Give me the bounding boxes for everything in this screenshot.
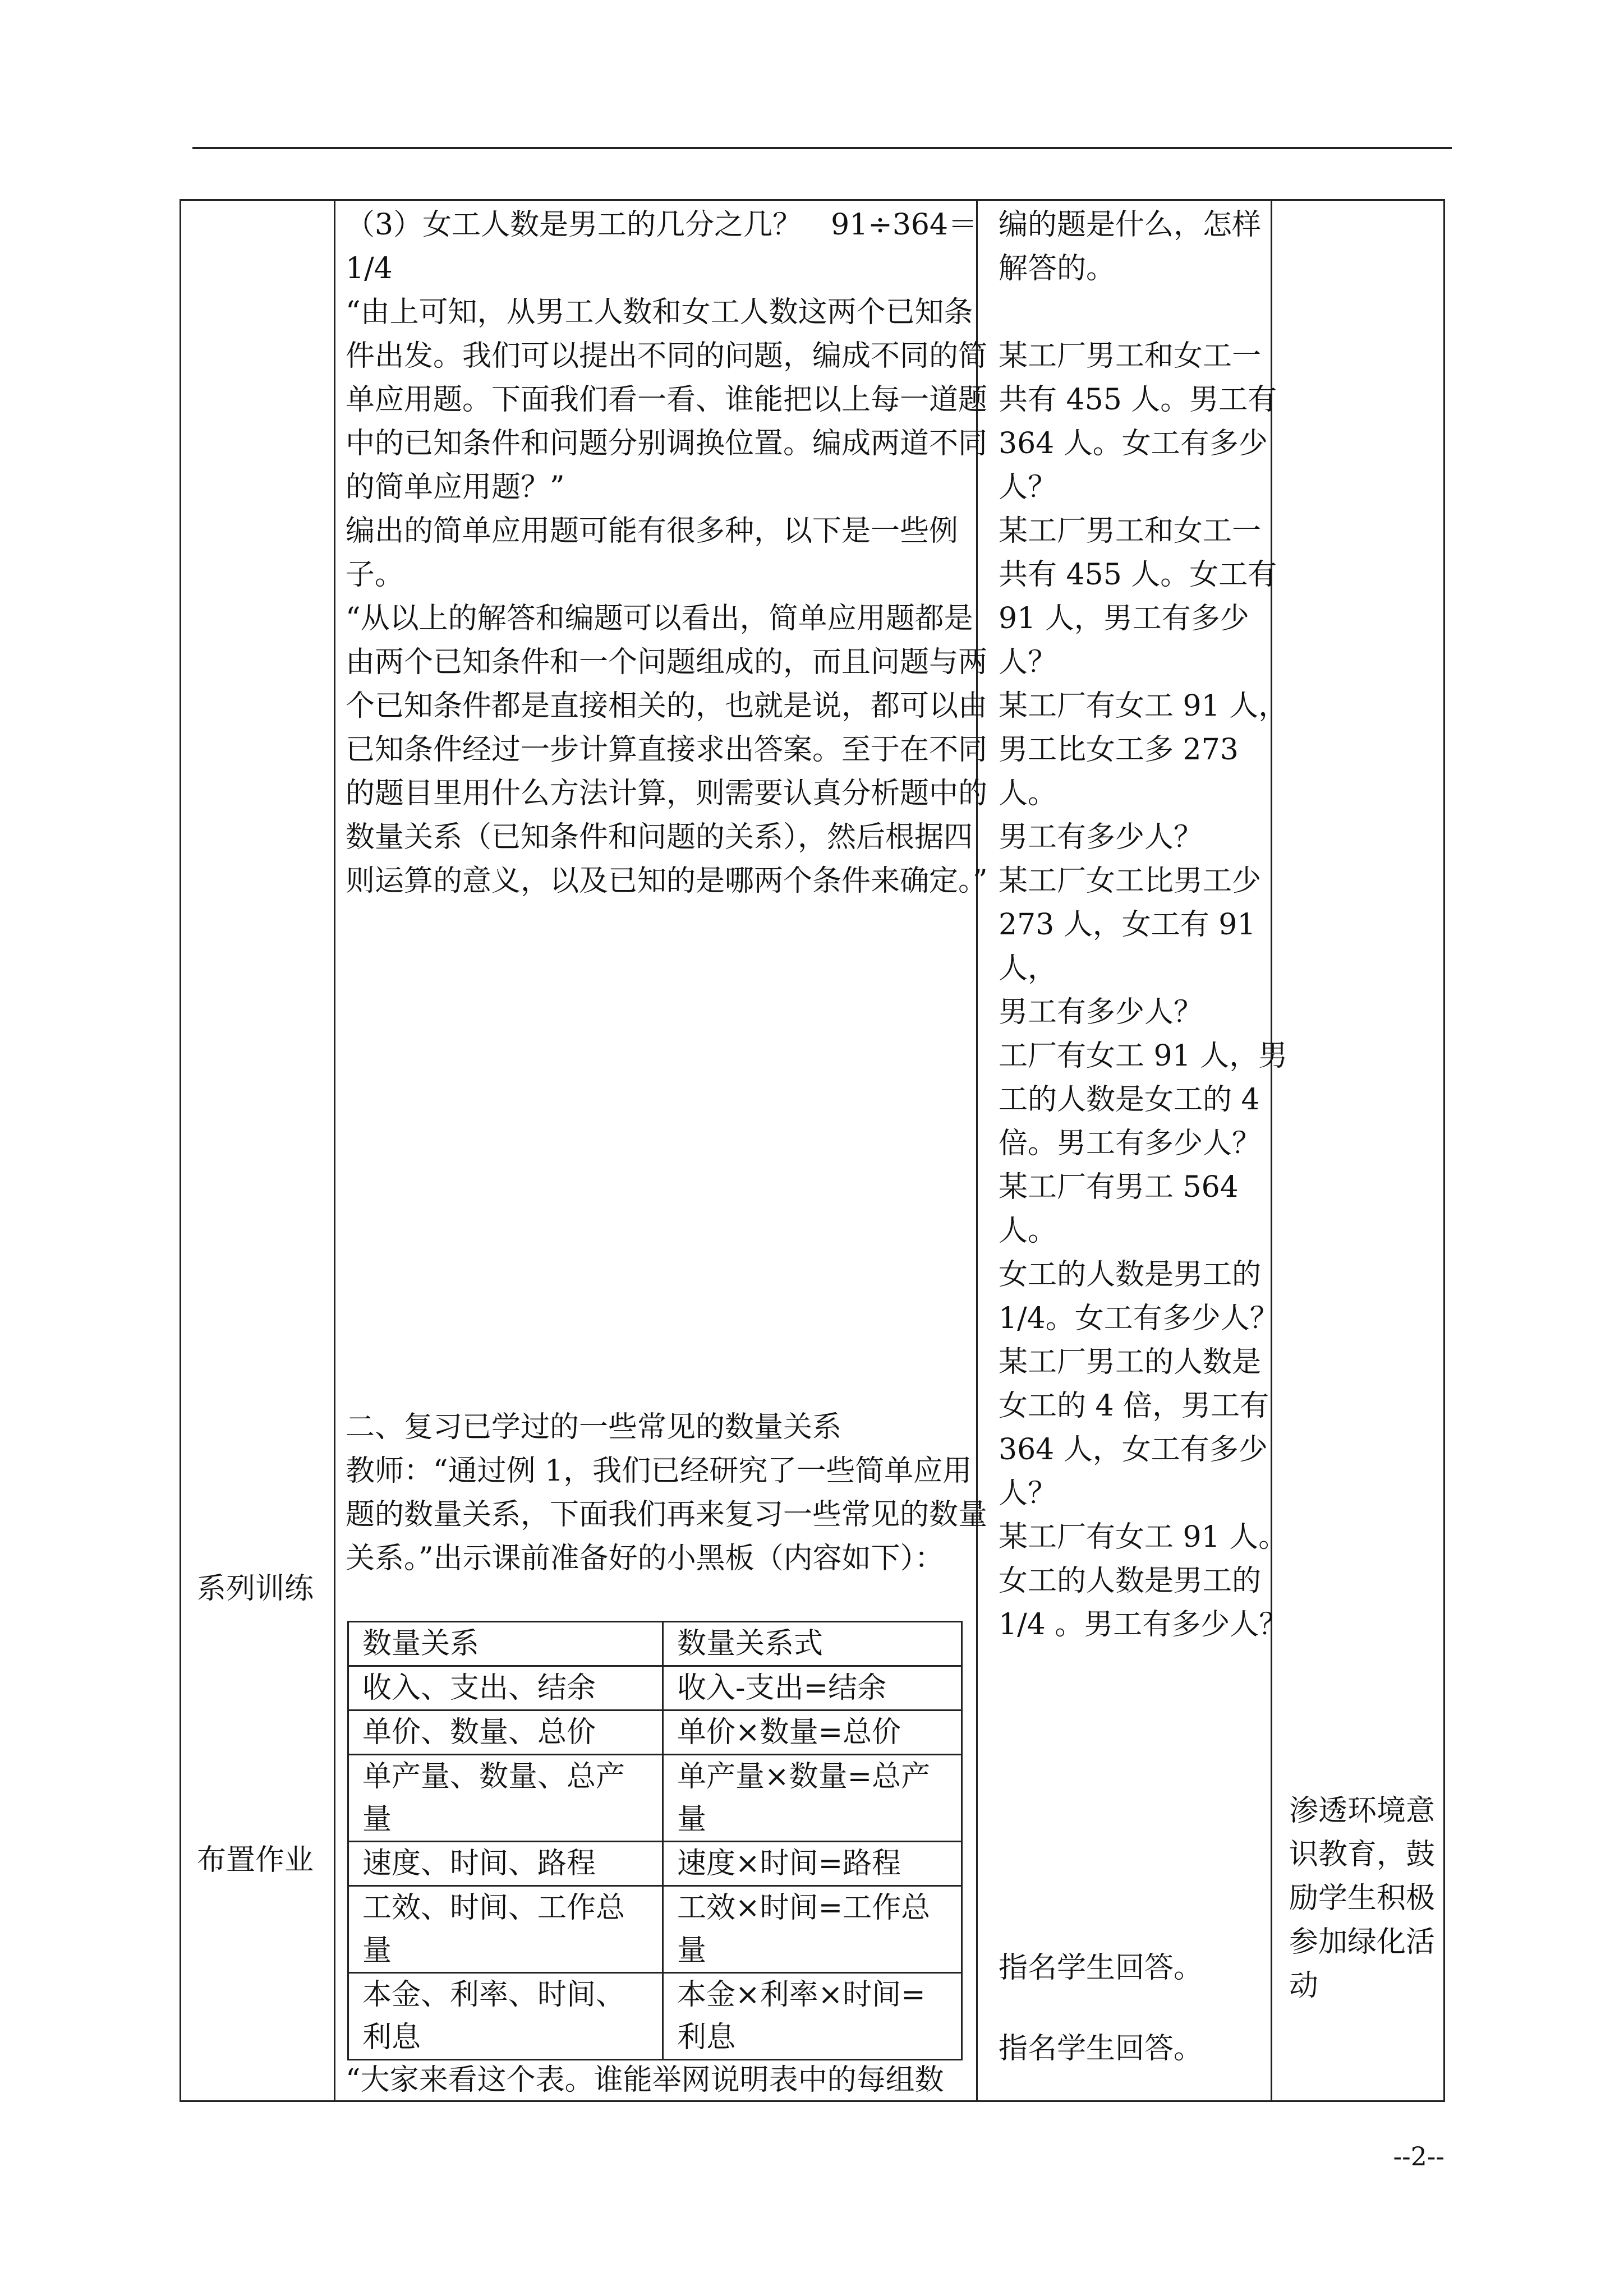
formula-cell: 本金×利率×时间=利息 (663, 1973, 962, 2060)
student-line: 女工的 4 倍，男工有 (999, 1389, 1269, 1423)
student-line: 共有 455 人。女工有 (999, 558, 1277, 592)
paragraph-question-3: （3）女工人数是男工的几分之几？ 91÷364＝1/4 (346, 208, 978, 285)
student-line: 男工比女工多 273 人。 (999, 733, 1239, 810)
teacher-content (346, 203, 990, 903)
quantity-relation-table (347, 1621, 963, 2060)
student-line: 倍。男工有多少人？ (999, 1127, 1262, 1160)
student-line-blank (999, 291, 1290, 334)
header-relation: 数量关系 (348, 1622, 663, 1666)
student-line: 某工厂男工和女工一 (999, 339, 1262, 373)
student-line: 364 人。女工有多少 (999, 427, 1268, 460)
section-two-intro: 教师：“通过例 1，我们已经研究了一些简单应用题的数量关系，下面我们再来复习一些常见的数量关系。”出示课前准备好的小黑板（内容如下）： (346, 1454, 988, 1575)
notes-environment: 渗透环境意识教育，鼓励学生积极参加绿化活动 (1289, 1794, 1436, 2003)
formula-cell: 单价×数量=总价 (663, 1711, 962, 1755)
header-formula: 数量关系式 (663, 1622, 962, 1666)
lesson-table (180, 199, 1445, 2102)
paragraph-examples-note: 编出的简单应用题可能有很多种，以下是一些例子。 (346, 514, 959, 592)
formula-cell: 收入-支出=结余 (663, 1666, 962, 1711)
student-line: 工的人数是女工的 4 (999, 1083, 1260, 1117)
paragraph-transition: “由上可知，从男工人数和女工人数这两个已知条件出发。我们可以提出不同的问题，编成不同的简单应用题。下面我们看一看、谁能把以上每一道题中的已知条件和问题分别调换位置。编成两道不同的简单应用题？” (346, 296, 988, 504)
student-line: 解答的。 (999, 252, 1116, 285)
student-line: 91 人，男工有多少 (999, 602, 1249, 635)
student-line: 编的题是什么，怎样 (999, 208, 1262, 242)
header-rule (192, 147, 1452, 149)
table-header-row (348, 1622, 962, 1666)
student-line: 男工有多少人？ (999, 820, 1203, 854)
table-row (348, 1842, 962, 1886)
relation-cell: 单产量、数量、总产量 (348, 1755, 663, 1842)
student-line: 人？ (999, 646, 1057, 679)
student-line: 364 人，女工有多少 (999, 1433, 1268, 1467)
column-divider-1 (334, 201, 335, 2100)
student-line: 某工厂有女工 91 人。 (999, 1520, 1288, 1554)
relation-cell: 单价、数量、总价 (348, 1711, 663, 1755)
student-line: 人？ (999, 471, 1057, 504)
table-row (348, 1886, 962, 1973)
student-answer-2: 指名学生回答。 (999, 2032, 1203, 2066)
formula-cell: 单产量×数量=总产量 (663, 1755, 962, 1842)
student-line: 女工的人数是男工的 (999, 1258, 1262, 1292)
student-line: 女工的人数是男工的 (999, 1564, 1262, 1598)
page-number: --2-- (1393, 2141, 1444, 2171)
section-two-title: 二、复习已学过的一些常见的数量关系 (346, 1410, 842, 1444)
paragraph-summary: “从以上的解答和编题可以看出，简单应用题都是由两个已知条件和一个问题组成的，而且问题与两个已知条件都是直接相关的，也就是说，都可以由已知条件经过一步计算直接求出答案。至于在不同的题目里用什么方法计算，则需要认真分析题中的数量关系（已知条件和问题的关系），然后根据四则运算的意义，以及已知的是哪两个条件来确定。” (346, 602, 988, 898)
student-line: 工厂有女工 91 人，男 (999, 1039, 1288, 1073)
label-series-training: 系列训练 (197, 1572, 314, 1606)
student-line: 某工厂男工和女工一 (999, 514, 1262, 548)
student-line: 某工厂有男工 564 人。 (999, 1170, 1239, 1248)
relation-cell: 工效、时间、工作总量 (348, 1886, 663, 1973)
table-row (348, 1711, 962, 1755)
formula-cell: 工效×时间=工作总量 (663, 1886, 962, 1973)
table-row (348, 1973, 962, 2060)
student-line: 273 人，女工有 91 人， (999, 908, 1256, 985)
student-line: 某工厂女工比男工少 (999, 864, 1262, 898)
student-content (999, 203, 1290, 1647)
student-line: 1/4。女工有多少人？ (999, 1302, 1279, 1335)
table-row (348, 1755, 962, 1842)
student-line: 某工厂男工的人数是 (999, 1345, 1262, 1379)
table-row (348, 1666, 962, 1711)
student-line: 某工厂有女工 91 人， (999, 689, 1288, 723)
relation-cell: 收入、支出、结余 (348, 1666, 663, 1711)
closing-line: “大家来看这个表。谁能举网说明表中的每组数 (346, 2063, 944, 2097)
formula-cell: 速度×时间=路程 (663, 1842, 962, 1886)
student-line: 人？ (999, 1477, 1057, 1510)
label-assign-homework: 布置作业 (197, 1843, 314, 1877)
relation-cell: 速度、时间、路程 (348, 1842, 663, 1886)
student-line: 1/4 。男工有多少人？ (999, 1608, 1289, 1642)
student-line: 男工有多少人？ (999, 995, 1203, 1029)
student-answer-1: 指名学生回答。 (999, 1951, 1203, 1985)
relation-cell: 本金、利率、时间、利息 (348, 1973, 663, 2060)
section-two (346, 1405, 990, 1580)
student-line: 共有 455 人。男工有 (999, 383, 1277, 417)
